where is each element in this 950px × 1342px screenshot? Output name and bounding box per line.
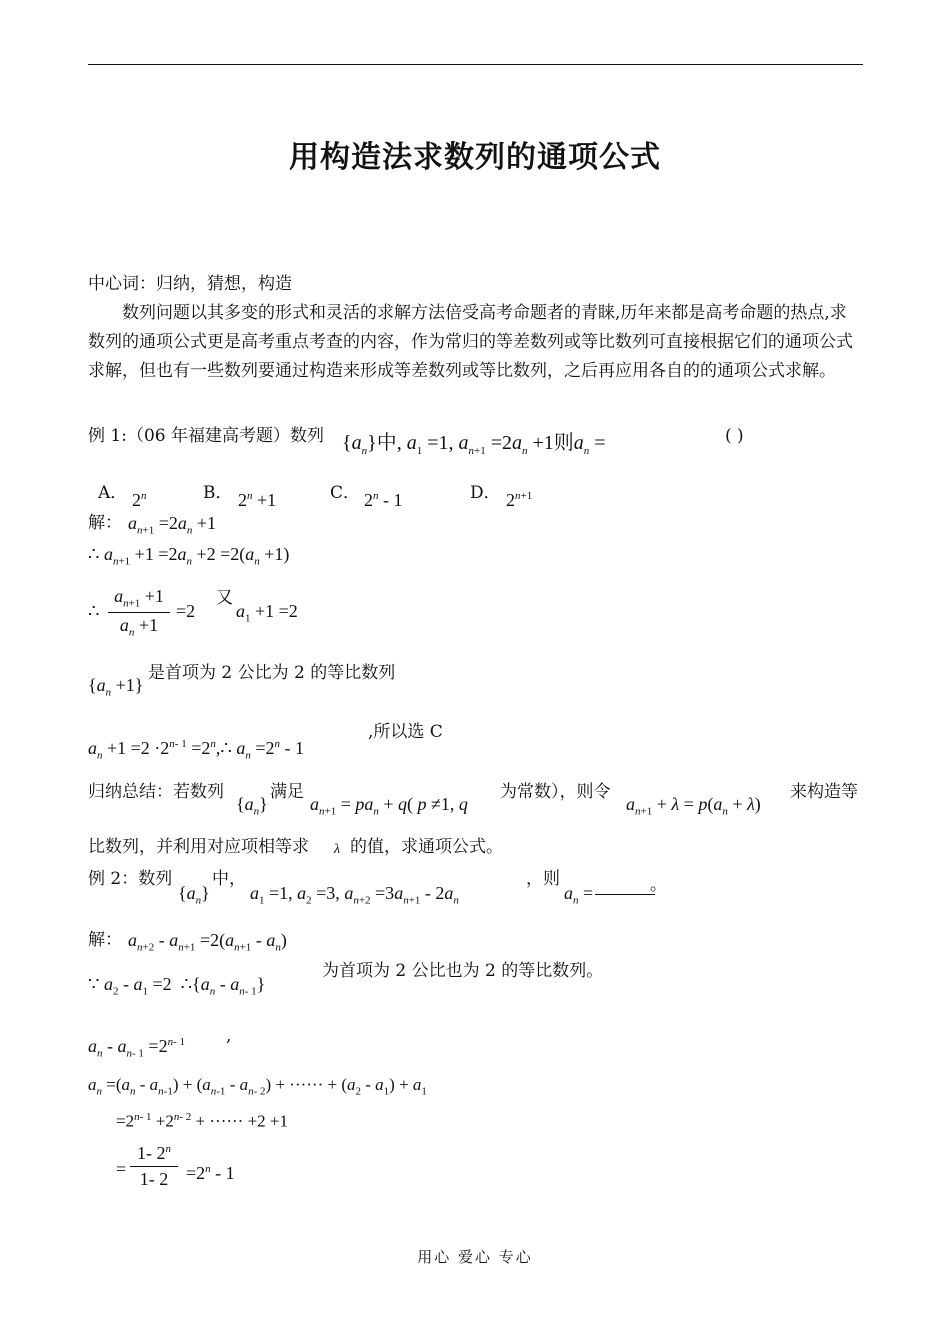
option-b-label: B． [203,483,233,503]
option-b-value: $2^n +1$ [238,490,277,510]
solution-2-step1: $a_{n+2} - a_{n+1} =2(a_{n+1} - a_n)$ [128,930,287,954]
option-c-label: C． [330,483,361,503]
solution-1-step1: $a_{n+1} =2a_n +1$ [128,513,217,537]
option-a-label: A． [98,483,128,503]
summary-part3: 为常数），则令 [500,782,611,802]
example-1-condition: $\{a_n\}$中, $a_1 =1$, $a_{n+1} =2a_n +1$则$a_n$ = [342,432,606,457]
example-2-period: 。 [650,875,667,895]
example-2-zhong: 中， [212,869,246,889]
answer-text: ,所以选 C [368,722,443,742]
example-1-label: 例 1:（06 年福建高考题）数列 [88,426,324,446]
solution-2-step3: $a_n - a_{n- 1} =2^{n- 1}$ [88,1036,185,1060]
intro-paragraph: 数列问题以其多变的形式和灵活的求解方法倍受高考命题者的青睐,历年来都是高考命题的热点,求数列的通项公式更是高考重点考查的内容，作为常归的等差数列或等比数列可直接根据它们的通项公式求解，但也有一些数列要通过构造来形成等差数列或等比数列，之后再应用各自的的通项公式求解。 [88,303,853,381]
option-a-value: 2$^n$ [132,490,147,510]
summary-sequence: $\{a_n\}$ [236,794,268,818]
example-2-condition: $a_1 =1$, $a_2 =3$, $a_{n+2} =3a_{n+1} - 2a_n$ [250,883,459,907]
summary-recurrence: $a_{n+1} = pa_n + q$( p ≠1, q [310,794,468,818]
summary-construction: $a_{n+1} + \lambda = p(a_n + \lambda)$ [626,794,761,818]
option-d-label: D． [470,483,501,503]
initial-condition: $a_1 +1 =2$ [236,601,298,625]
geometric-statement-2: 为首项为 2 公比也为 2 的等比数列。 [322,961,604,981]
fraction-equals: =2 [176,601,196,621]
solution-2-step5: $=2^{n- 1} +2^{n- 2}$ + ······ +2 +1 [116,1111,289,1131]
page-title: 用构造法求数列的通项公式 [289,140,661,175]
example-2-ze: ，则 [526,869,560,889]
summary-part1: 归纳总结：若数列 [88,782,224,802]
therefore-symbol: ∴ [88,601,100,621]
equals-sign: = [116,1159,127,1179]
example-2-question: $a_n$ = [564,882,655,912]
geometric-statement-1: 是首项为 2 公比为 2 的等比数列 [148,663,396,683]
page-footer: 用心 爱心 专心 [417,1248,533,1266]
option-c-value: 2$^n$ - 1 [364,490,403,510]
lambda-symbol: λ [334,842,341,857]
solution-1-fraction: $a_{n+1} +1$ $a_n +1$ [108,586,170,638]
summary-part2: 满足 [270,782,304,802]
solution-2-comma: , [226,1026,232,1046]
solution-2-step2: ∵ $a_2 - a_1 =2$ $\therefore\{a_n - a_{n- 1}\}$ [88,974,266,998]
option-d-value: $2^{n+1}$ [506,490,533,510]
example-2-label: 例 2：数列 [88,869,173,889]
header-rule [88,64,863,65]
sequence-an-plus-1: $\{a_n +1\}$ [88,675,144,699]
solution-2-step4: $a_n =(a_n - a_{n-1}) + (a_{n-1} - a_{n- 2})$ + ······ + $(a_2 - a_1) + a_1$ [88,1075,427,1098]
solution-2-label: 解： [88,930,122,950]
choice-blank: ( ) [725,426,744,446]
summary-line2: 比数列，并利用对应项相等求 [88,837,309,857]
summary-part4: 来构造等 [790,782,858,802]
keywords: 中心词：归纳，猜想，构造 [88,274,292,294]
example-2-sequence: $\{a_n\}$ [178,883,210,907]
solution-1-result: $a_n +1 =2 \cdot 2^{n- 1}$ $=2^n,\therefore$ $a_n =2^n - 1$ [88,738,304,762]
solution-1-step2: ∴ $a_{n+1} +1 =2a_n +2 =2(a_n +1)$ [88,544,290,568]
summary-line2b: 的值，求通项公式。 [350,837,503,857]
you-text: 又 [216,588,233,608]
solution-2-result: $=2^n - 1$ [186,1163,235,1183]
solution-2-fraction: 1- 2$^n$ 1- 2 [130,1143,178,1190]
solution-1-label: 解： [88,513,122,533]
